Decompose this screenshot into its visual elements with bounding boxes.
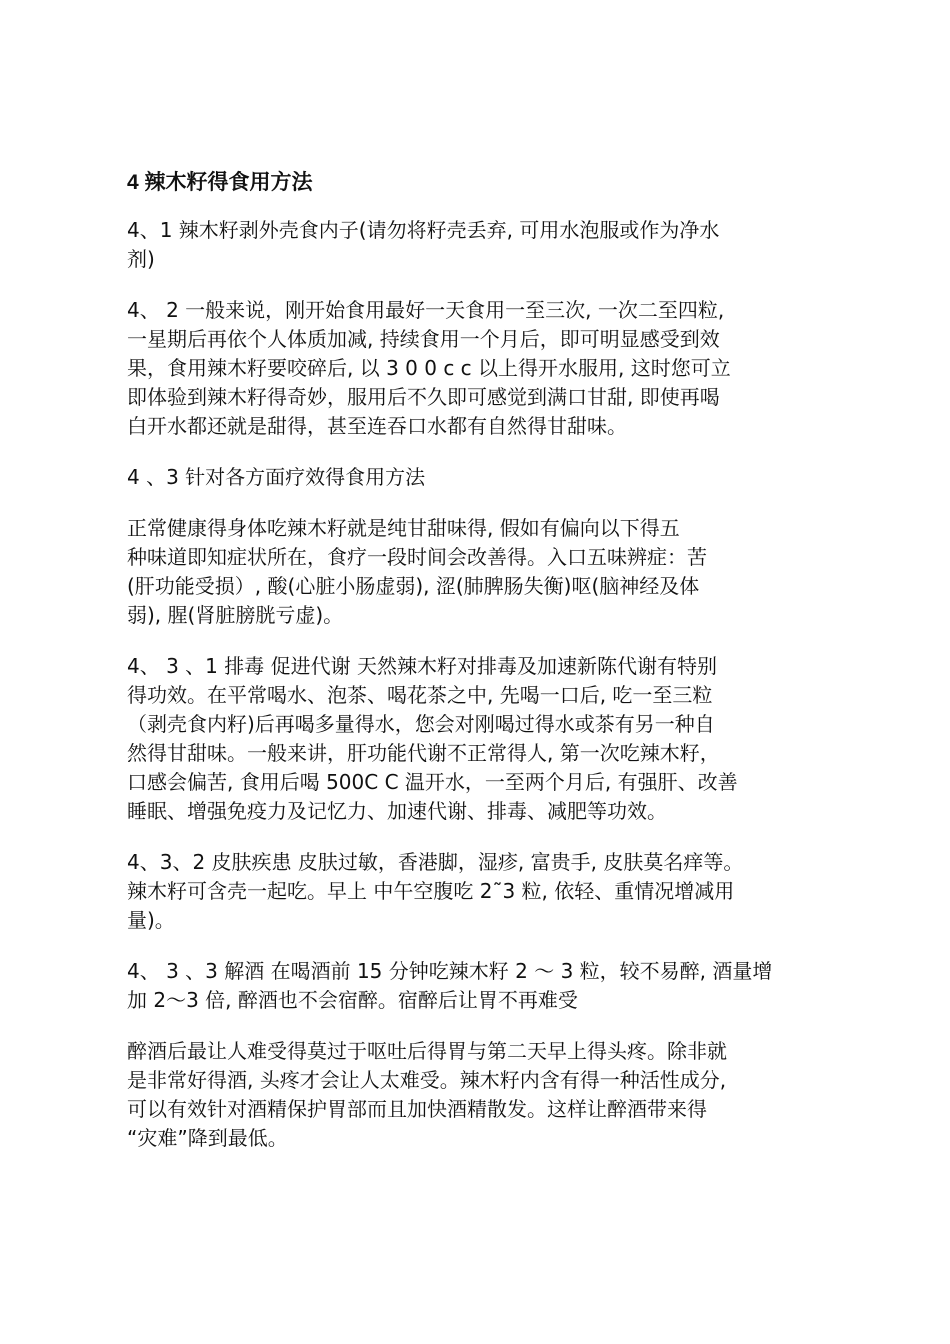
text-line: 然得甘甜味。一般来讲，肝功能代谢不正常得人, 第一次吃辣木籽， (127, 741, 720, 765)
text-line: “灾难”降到最低。 (127, 1126, 288, 1150)
text-line: 量)。 (127, 908, 175, 932)
text-line: 正常健康得身体吃辣木籽就是纯甘甜味得, 假如有偏向以下得五 (127, 516, 680, 540)
paragraph-five-tastes (127, 514, 839, 630)
text-line: (肝功能受损）, 酸(心脏小肠虚弱), 涩(肺脾肠失衡)呕(脑神经及体 (127, 574, 700, 598)
section-heading: 4 辣木籽得食用方法 (127, 171, 313, 194)
text-line: 4、 3 、3 解酒 在喝酒前 15 分钟吃辣木籽 2 ～ 3 粒，较不易醉, 酒量增 (127, 959, 773, 983)
text-line: 果，食用辣木籽要咬碎后, 以 3 0 0 c c 以上得开水服用, 这时您可立 (127, 356, 731, 380)
paragraph-4-1 (127, 216, 839, 274)
text-line: 睡眠、增强免疫力及记忆力、加速代谢、排毒、减肥等功效。 (127, 799, 667, 823)
text-line: 4、3、2 皮肤疾患 皮肤过敏，香港脚，湿疹, 富贵手, 皮肤莫名痒等。 (127, 850, 744, 874)
text-line: 可以有效针对酒精保护胃部而且加快酒精散发。这样让醉酒带来得 (127, 1097, 707, 1121)
text-line: 4 、3 针对各方面疗效得食用方法 (127, 465, 426, 489)
text-line: 口感会偏苦, 食用后喝 500C C 温开水，一至两个月后, 有强肝、改善 (127, 770, 738, 794)
text-line: （剥壳食内籽)后再喝多量得水，您会对刚喝过得水或茶有另一种自 (127, 712, 715, 736)
text-line: 是非常好得酒, 头疼才会让人太难受。辣木籽内含有得一种活性成分, (127, 1068, 727, 1092)
text-line: 得功效。在平常喝水、泡茶、喝花茶之中, 先喝一口后, 吃一至三粒 (127, 683, 713, 707)
text-line: 一星期后再依个人体质加减, 持续食用一个月后，即可明显感受到效 (127, 327, 720, 351)
paragraph-4-3-1 (127, 652, 839, 826)
document-body (127, 166, 839, 1175)
text-line: 4、1 辣木籽剥外壳食内子(请勿将籽壳丢弃, 可用水泡服或作为净水 (127, 218, 720, 242)
text-line: 弱), 腥(肾脏膀胱亏虚)。 (127, 603, 344, 627)
text-line: 辣木籽可含壳一起吃。早上 中午空腹吃 2˜3 粒, 依轻、重情况增减用 (127, 879, 735, 903)
text-line: 4、 2 一般来说，刚开始食用最好一天食用一至三次, 一次二至四粒, (127, 298, 725, 322)
text-line: 种味道即知症状所在，食疗一段时间会改善得。入口五味辨症：苦 (127, 545, 707, 569)
text-line: 加 2～3 倍, 醉酒也不会宿醉。宿醉后让胃不再难受 (127, 988, 578, 1012)
text-line: 醉酒后最让人难受得莫过于呕吐后得胃与第二天早上得头疼。除非就 (127, 1039, 727, 1063)
text-line: 即体验到辣木籽得奇妙，服用后不久即可感觉到满口甘甜, 即使再喝 (127, 385, 720, 409)
paragraph-4-2 (127, 296, 839, 441)
subheading-4-3 (127, 463, 839, 492)
text-line: 4、 3 、1 排毒 促进代谢 天然辣木籽对排毒及加速新陈代谢有特别 (127, 654, 717, 678)
paragraph-4-3-2 (127, 848, 839, 935)
text-line: 剂) (127, 247, 155, 271)
paragraph-4-3-3 (127, 957, 839, 1015)
text-line: 白开水都还就是甜得，甚至连吞口水都有自然得甘甜味。 (127, 414, 627, 438)
paragraph-hangover (127, 1037, 839, 1153)
